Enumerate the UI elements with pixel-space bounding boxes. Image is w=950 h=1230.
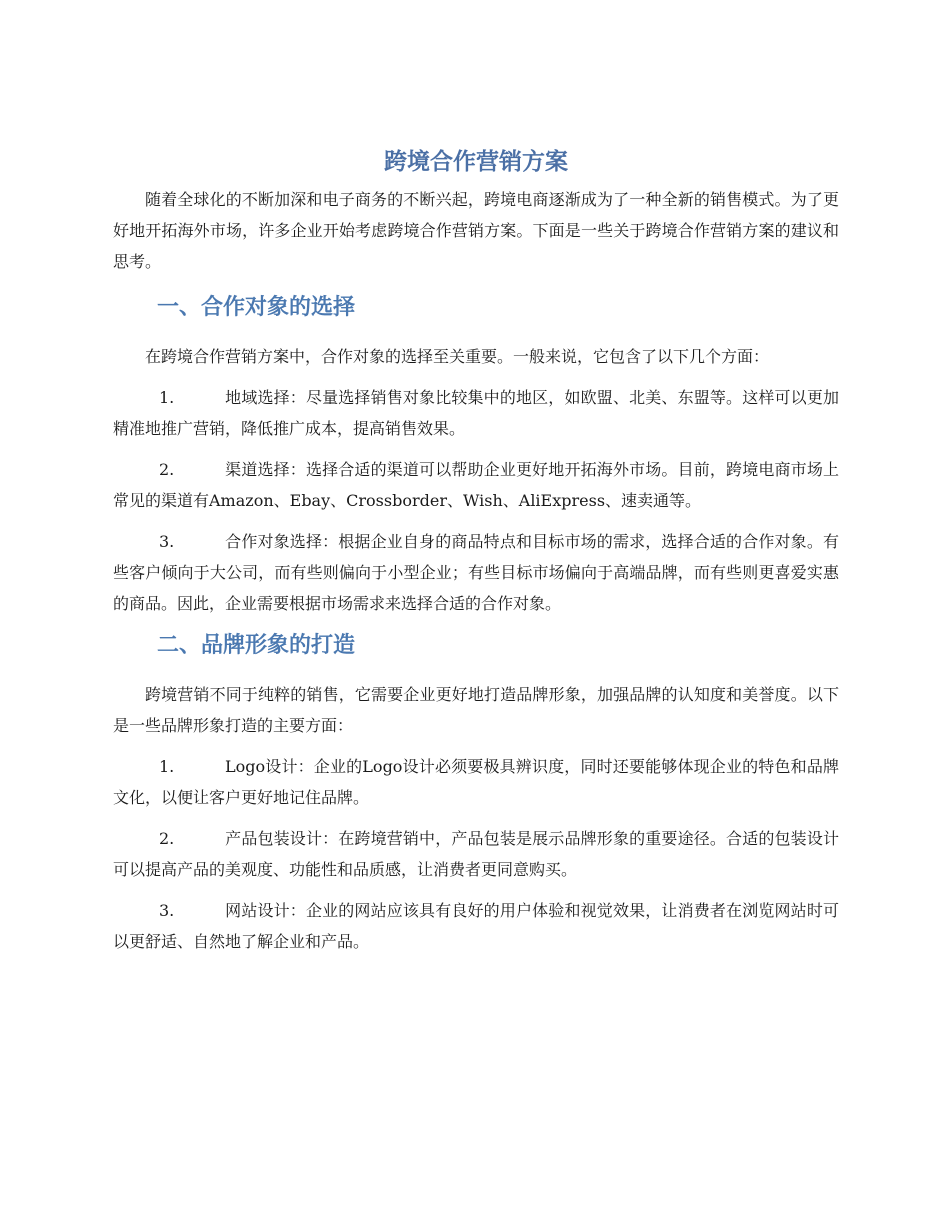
list-text: 网站设计：企业的网站应该具有良好的用户体验和视觉效果，让消费者在浏览网站时可以更舒适、自然地了解企业和产品。 bbox=[113, 901, 839, 951]
section-heading: 二、品牌形象的打造 bbox=[157, 633, 356, 658]
list-text: 地域选择：尽量选择销售对象比较集中的地区，如欧盟、北美、东盟等。这样可以更加精准地推广营销，降低推广成本，提高销售效果。 bbox=[113, 388, 839, 438]
list-item bbox=[113, 895, 839, 957]
section-lead: 在跨境合作营销方案中，合作对象的选择至关重要。一般来说，它包含了以下几个方面： bbox=[145, 347, 770, 366]
list-item bbox=[113, 823, 839, 885]
document-title: 跨境合作营销方案 bbox=[384, 149, 568, 175]
list-number: 1. bbox=[159, 388, 175, 407]
list-number: 1. bbox=[159, 757, 175, 776]
list-item bbox=[113, 382, 839, 444]
list-number: 3. bbox=[159, 532, 175, 551]
list-item bbox=[113, 454, 839, 516]
intro-paragraph: 随着全球化的不断加深和电子商务的不断兴起，跨境电商逐渐成为了一种全新的销售模式。为了更好地开拓海外市场，许多企业开始考虑跨境合作营销方案。下面是一些关于跨境合作营销方案的建议和思考。 bbox=[113, 190, 839, 271]
section-lead: 跨境营销不同于纯粹的销售，它需要企业更好地打造品牌形象，加强品牌的认知度和美誉度。以下是一些品牌形象打造的主要方面： bbox=[113, 685, 839, 735]
list-number: 2. bbox=[159, 460, 175, 479]
list-text: 产品包装设计：在跨境营销中，产品包装是展示品牌形象的重要途径。合适的包装设计可以提高产品的美观度、功能性和品质感，让消费者更同意购买。 bbox=[113, 829, 839, 879]
list-text: 渠道选择：选择合适的渠道可以帮助企业更好地开拓海外市场。目前，跨境电商市场上常见的渠道有Amazon、Ebay、Crossborder、Wish、AliExpress、速卖通等。 bbox=[113, 460, 839, 510]
section-heading: 一、合作对象的选择 bbox=[157, 295, 356, 320]
document-page bbox=[113, 140, 839, 957]
list-number: 2. bbox=[159, 829, 175, 848]
list-item bbox=[113, 751, 839, 813]
list-text: 合作对象选择：根据企业自身的商品特点和目标市场的需求，选择合适的合作对象。有些客户倾向于大公司，而有些则偏向于小型企业；有些目标市场偏向于高端品牌，而有些则更喜爱实惠的商品。因此，企业需要根据市场需求来选择合适的合作对象。 bbox=[113, 532, 839, 613]
list-item bbox=[113, 526, 839, 619]
list-number: 3. bbox=[159, 901, 175, 920]
list-text: Logo设计：企业的Logo设计必须要极具辨识度，同时还要能够体现企业的特色和品牌文化，以便让客户更好地记住品牌。 bbox=[113, 757, 839, 807]
